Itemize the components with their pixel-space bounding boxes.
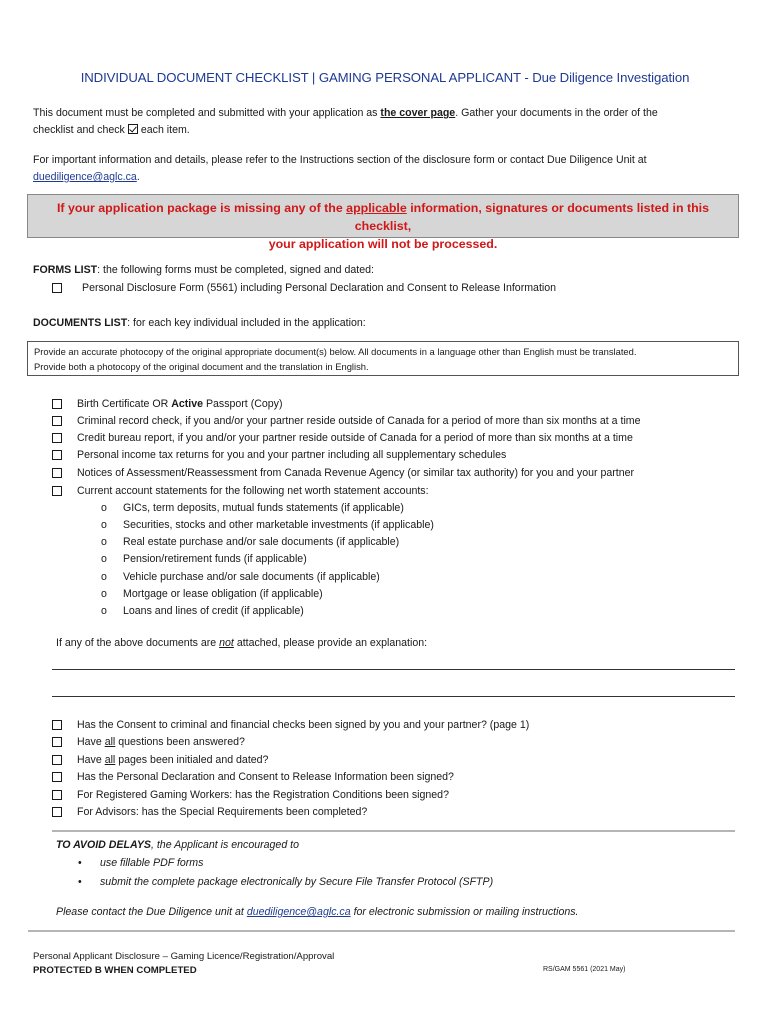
circle-bullet-icon: o — [101, 587, 107, 600]
sub-label: Securities, stocks and other marketable investments (if applicable) — [123, 518, 434, 531]
sub-item-securities — [101, 516, 434, 533]
check-text-end: pages been initialed and dated? — [115, 753, 269, 766]
doc-row-account-statements — [52, 482, 429, 499]
translation-notice-box — [27, 341, 739, 376]
sub-item-vehicle — [101, 568, 380, 585]
contact-email-link[interactable]: duediligence@aglc.ca — [246, 906, 351, 918]
check-label — [77, 736, 245, 748]
intro-p2-end: . — [136, 171, 140, 183]
circle-bullet-icon: o — [101, 518, 107, 531]
notice-line-2: Provide both a photocopy of the original document and the translation in English. — [34, 361, 369, 372]
section-divider — [52, 830, 735, 832]
checkbox-birth-certificate[interactable] — [52, 399, 62, 409]
explanation-line-1[interactable] — [52, 669, 735, 670]
check-text-end: questions been answered? — [115, 735, 245, 748]
checkbox-pages-initialed[interactable] — [52, 755, 62, 765]
doc-text-end: Passport (Copy) — [203, 397, 283, 410]
sub-item-pension — [101, 550, 307, 567]
documents-list-label: DOCUMENTS LIST — [33, 317, 128, 329]
checkbox-credit-bureau[interactable] — [52, 433, 62, 443]
check-all-emphasis: all — [104, 735, 116, 748]
check-label: For Advisors: has the Special Requirements been completed? — [77, 805, 368, 818]
check-label: Has the Personal Declaration and Consent to Release Information been signed? — [77, 770, 454, 783]
sub-item-gics — [101, 499, 404, 516]
check-row-advisors — [52, 803, 367, 820]
checkbox-criminal-record[interactable] — [52, 416, 62, 426]
doc-label: Personal income tax returns for you and your partner including all supplementary schedules — [77, 448, 507, 461]
delays-text: , the Applicant is encouraged to — [150, 839, 299, 851]
circle-bullet-icon: o — [101, 535, 107, 548]
checkbox-declaration-signed[interactable] — [52, 772, 62, 782]
contact-text: Please contact the Due Diligence unit at — [56, 906, 247, 918]
intro-paragraph-2 — [33, 152, 733, 186]
doc-label: Current account statements for the following net worth statement accounts: — [77, 484, 429, 497]
doc-row-birth-certificate — [52, 395, 282, 412]
explanation-line-2[interactable] — [52, 696, 735, 697]
circle-bullet-icon: o — [101, 501, 107, 514]
footer-form-code: RS/GAM 5561 (2021 May) — [543, 966, 626, 973]
missing-info-warning — [27, 194, 739, 251]
delay-tip-fillable — [78, 854, 203, 871]
tip-label: use fillable PDF forms — [100, 856, 204, 869]
doc-label — [77, 398, 282, 410]
intro-paragraph-1 — [33, 105, 733, 139]
explanation-not-emphasis: not — [219, 637, 234, 649]
forms-item-row — [52, 279, 556, 296]
doc-row-criminal-record — [52, 412, 641, 429]
documents-list-heading — [33, 315, 733, 332]
check-row-pages — [52, 751, 268, 768]
checkbox-personal-disclosure-form[interactable] — [52, 283, 62, 293]
forms-list-heading — [33, 262, 733, 279]
sub-item-mortgage — [101, 585, 323, 602]
forms-list-desc: : the following forms must be completed, signed and dated: — [97, 264, 374, 276]
sub-label: Vehicle purchase and/or sale documents (if applicable) — [123, 570, 380, 583]
footer-left — [33, 950, 334, 978]
sub-item-loans — [101, 602, 304, 619]
checkbox-registration-conditions[interactable] — [52, 790, 62, 800]
due-diligence-email-link[interactable]: duediligence@aglc.ca — [33, 171, 137, 183]
sub-label: Real estate purchase and/or sale documents (if applicable) — [123, 535, 400, 548]
checkbox-questions-answered[interactable] — [52, 737, 62, 747]
circle-bullet-icon: o — [101, 552, 107, 565]
doc-row-credit-bureau — [52, 429, 633, 446]
delay-tip-sftp — [78, 873, 493, 890]
contact-text-end: for electronic submission or mailing instructions. — [350, 906, 579, 918]
check-text: Have — [77, 753, 105, 766]
sub-label: GICs, term deposits, mutual funds statements (if applicable) — [123, 501, 404, 514]
check-label — [77, 754, 268, 766]
intro-line2: checklist and check — [33, 124, 125, 136]
explanation-text-end: attached, please provide an explanation: — [233, 637, 428, 649]
intro-text-cont: . Gather your documents in the order of the — [455, 107, 658, 119]
delays-heading — [56, 839, 299, 851]
tip-label: submit the complete package electronically by Secure File Transfer Protocol (SFTP) — [100, 875, 494, 888]
footer-protected: PROTECTED B WHEN COMPLETED — [33, 965, 197, 976]
doc-row-notices-assessment — [52, 464, 634, 481]
warning-text-cont: information, signatures or documents listed in this checklist, — [354, 201, 710, 233]
doc-label: Criminal record check, if you and/or your partner reside outside of Canada for a period of more than six months at a time — [77, 414, 641, 427]
check-row-consent — [52, 716, 529, 733]
warning-line2: your application will not be processed. — [268, 237, 498, 251]
check-row-declaration — [52, 768, 454, 785]
sub-label: Loans and lines of credit (if applicable) — [123, 604, 304, 617]
circle-bullet-icon: o — [101, 570, 107, 583]
checkbox-tax-returns[interactable] — [52, 450, 62, 460]
bullet-icon: • — [78, 856, 82, 869]
checkbox-special-requirements[interactable] — [52, 807, 62, 817]
footer-form-title: Personal Applicant Disclosure – Gaming Licence/Registration/Approval — [33, 951, 335, 962]
doc-label: Credit bureau report, if you and/or your partner reside outside of Canada for a period of more than six months at a time — [77, 431, 633, 444]
circle-bullet-icon: o — [101, 604, 107, 617]
doc-row-tax-returns — [52, 446, 506, 463]
doc-active-emphasis: Active — [171, 397, 203, 410]
documents-list-desc: : for each key individual included in the application: — [127, 317, 366, 329]
forms-item-label: Personal Disclosure Form (5561) including Personal Declaration and Consent to Release Information — [82, 281, 557, 294]
check-label: Has the Consent to criminal and financial checks been signed by you and your partner? (page 1) — [77, 718, 530, 731]
check-all-emphasis: all — [104, 753, 116, 766]
check-row-questions — [52, 733, 245, 750]
forms-list-label: FORMS LIST — [33, 264, 98, 276]
page-title: INDIVIDUAL DOCUMENT CHECKLIST | GAMING PERSONAL APPLICANT - Due Diligence Investigation — [80, 70, 690, 85]
intro-line2-end: each item. — [140, 124, 190, 136]
warning-text: If your application package is missing any of the — [56, 201, 347, 215]
sub-label: Pension/retirement funds (if applicable) — [123, 552, 307, 565]
check-row-registration — [52, 786, 449, 803]
contact-instructions — [56, 906, 578, 918]
checkbox-notices-assessment[interactable] — [52, 468, 62, 478]
checked-box-icon — [128, 124, 138, 134]
explanation-prompt — [56, 637, 427, 649]
warning-applicable: applicable — [346, 201, 407, 215]
check-label: For Registered Gaming Workers: has the Registration Conditions been signed? — [77, 788, 449, 801]
sub-label: Mortgage or lease obligation (if applicable) — [123, 587, 323, 600]
delays-emphasis: TO AVOID DELAYS — [56, 839, 151, 851]
sub-item-real-estate — [101, 533, 399, 550]
checkbox-consent-signed[interactable] — [52, 720, 62, 730]
footer-divider — [28, 930, 735, 932]
bullet-icon: • — [78, 875, 82, 888]
explanation-text: If any of the above documents are — [56, 637, 220, 649]
check-text: Have — [77, 735, 105, 748]
intro-text: This document must be completed and submitted with your application as — [33, 107, 381, 119]
checkbox-account-statements[interactable] — [52, 486, 62, 496]
doc-text: Birth Certificate OR — [77, 397, 172, 410]
doc-label: Notices of Assessment/Reassessment from Canada Revenue Agency (or similar tax authority) for you and your partner — [77, 466, 635, 479]
cover-page-emphasis: the cover page — [380, 107, 456, 119]
intro-p2-text: For important information and details, please refer to the Instructions section of the disclosure form or contact Due Diligence Unit at — [33, 154, 647, 166]
notice-line-1: Provide an accurate photocopy of the original appropriate document(s) below. All documents in a language other than English must be translated. — [34, 346, 637, 357]
